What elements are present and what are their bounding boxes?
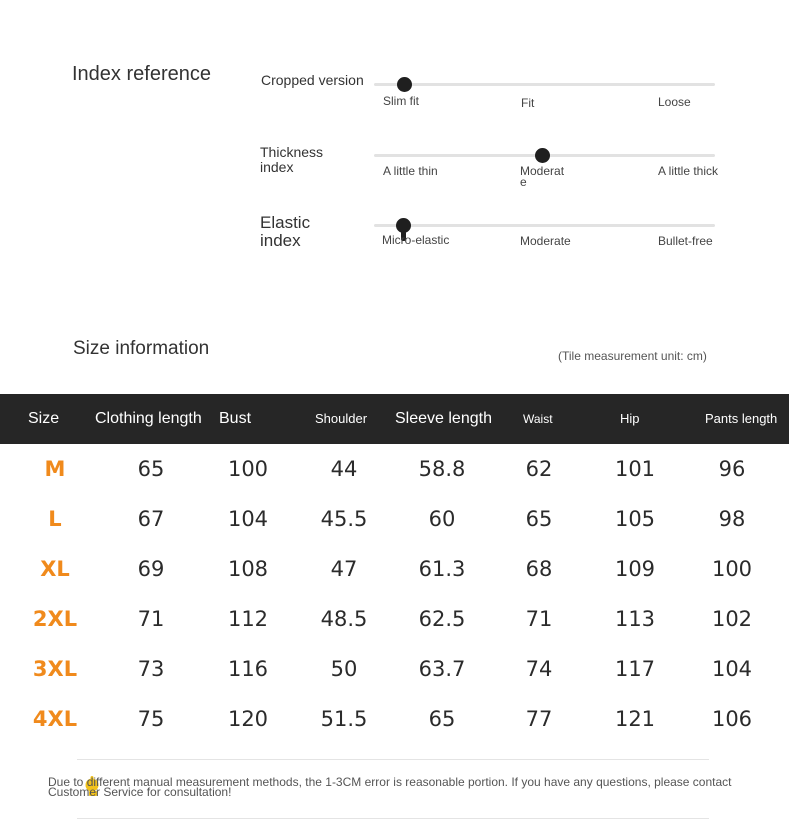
measurement-cell: 47 [330, 557, 358, 581]
measurement-footnote: Due to different manual measurement methods, the 1-3CM error is reasonable portion. If you have any questions, please contact Customer Service for consultation! [48, 775, 732, 799]
table-row [0, 594, 789, 644]
size-information-title: Size information [73, 338, 210, 359]
divider [77, 818, 709, 819]
measurement-cell: 71 [525, 607, 553, 631]
index-knob [535, 148, 550, 163]
measurement-cell: 60 [428, 507, 456, 531]
measurement-cell: 74 [525, 657, 553, 681]
index-track [374, 224, 715, 227]
measurement-cell: 71 [137, 607, 165, 631]
size-cell: M [44, 457, 66, 481]
size-cell: 4XL [32, 707, 78, 731]
measurement-cell: 77 [525, 707, 553, 731]
column-header-shoulder: Shoulder [315, 411, 368, 426]
size-cell: L [48, 507, 62, 531]
column-header-bust: Bust [219, 410, 252, 427]
measurement-cell: 62.5 [418, 607, 466, 631]
index-tick: Bullet-free [658, 234, 713, 248]
measurement-cell: 121 [614, 707, 656, 731]
index-tick: Loose [658, 95, 691, 109]
size-table-header [0, 394, 789, 444]
column-header-clothing-length: Clothing length [95, 410, 202, 427]
measurement-cell: 65 [428, 707, 456, 731]
measurement-cell: 109 [614, 557, 656, 581]
unit-note: (Tile measurement unit: cm) [558, 349, 707, 363]
measurement-cell: 100 [227, 457, 269, 481]
index-reference-title: Index reference [72, 63, 211, 85]
measurement-cell: 104 [227, 507, 269, 531]
measurement-cell: 96 [718, 457, 746, 481]
measurement-cell: 104 [711, 657, 753, 681]
size-cell: 2XL [32, 607, 78, 631]
measurement-cell: 101 [614, 457, 656, 481]
measurement-cell: 117 [614, 657, 656, 681]
measurement-cell: 120 [227, 707, 269, 731]
index-label: Cropped version [261, 72, 364, 88]
table-row [0, 544, 789, 594]
measurement-cell: 48.5 [320, 607, 368, 631]
measurement-cell: 61.3 [418, 557, 466, 581]
measurement-cell: 112 [227, 607, 269, 631]
index-label: Elastic index [260, 213, 311, 250]
measurement-cell: 65 [137, 457, 165, 481]
measurement-cell: 68 [525, 557, 553, 581]
index-tick: Moderate [520, 164, 565, 189]
measurement-cell: 100 [711, 557, 753, 581]
table-row [0, 444, 789, 494]
measurement-cell: 62 [525, 457, 553, 481]
column-header-pants-length: Pants length [705, 411, 778, 426]
divider [77, 759, 709, 760]
measurement-cell: 106 [711, 707, 753, 731]
measurement-cell: 45.5 [320, 507, 368, 531]
measurement-cell: 65 [525, 507, 553, 531]
measurement-cell: 58.8 [418, 457, 466, 481]
measurement-cell: 69 [137, 557, 165, 581]
column-header-size: Size [28, 410, 60, 427]
index-tick: Micro-elastic [382, 233, 450, 247]
measurement-cell: 63.7 [418, 657, 466, 681]
measurement-cell: 67 [137, 507, 165, 531]
column-header-sleeve-length: Sleeve length [395, 410, 492, 427]
column-header-waist: Waist [523, 412, 553, 426]
measurement-cell: 102 [711, 607, 753, 631]
index-label: Thickness index [260, 144, 324, 175]
measurement-cell: 116 [227, 657, 269, 681]
column-header-hip: Hip [620, 411, 640, 426]
measurement-cell: 51.5 [320, 707, 368, 731]
table-row [0, 694, 789, 744]
table-row [0, 494, 789, 544]
index-tick: A little thin [383, 164, 438, 178]
index-knob [397, 77, 412, 92]
measurement-cell: 113 [614, 607, 656, 631]
size-cell: 3XL [32, 657, 78, 681]
measurement-cell: 73 [137, 657, 165, 681]
size-cell: XL [40, 557, 70, 581]
table-row [0, 644, 789, 694]
index-tick: A little thick [658, 164, 719, 178]
index-tick: Moderate [520, 234, 571, 248]
measurement-cell: 75 [137, 707, 165, 731]
measurement-cell: 98 [718, 507, 746, 531]
index-tick: Fit [521, 96, 535, 110]
measurement-cell: 50 [330, 657, 358, 681]
measurement-cell: 44 [330, 457, 358, 481]
measurement-cell: 108 [227, 557, 269, 581]
index-track [374, 83, 715, 86]
index-tick: Slim fit [383, 94, 419, 108]
measurement-cell: 105 [614, 507, 656, 531]
